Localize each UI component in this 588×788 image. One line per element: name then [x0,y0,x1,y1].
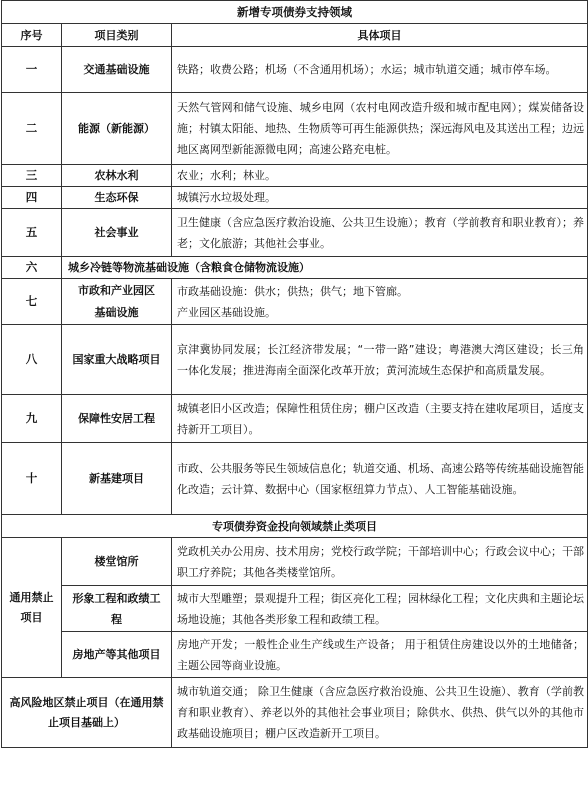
row-details: 卫生健康（含应急医疗救治设施、公共卫生设施）；教育（学前教育和职业教育）；养老；文化旅游；其他社会事业。 [172,209,588,257]
row-category: 农林水利 [62,165,172,187]
row-number: 九 [2,395,62,443]
prohibited-section-title: 专项债券资金投向领域禁止类项目 [2,515,588,538]
row-number: 八 [2,325,62,395]
row-details-line: 市政基础设施：供水；供热；供气；地下管廊。 [177,284,408,298]
table-row [2,257,588,279]
header-row [2,24,588,47]
row-number: 一 [2,47,62,93]
row-number: 二 [2,93,62,165]
table-row [2,187,588,209]
table-row [2,325,588,395]
row-details-line: 产业园区基础设施。 [177,305,276,319]
row-details: 京津冀协同发展；长江经济带发展；“一带一路”建设；粤港澳大湾区建设；长三角一体化发展；推进海南全面深化改革开放；黄河流域生态保护和高质量发展。 [172,325,588,395]
row-details: 城市大型雕塑；景观提升工程；街区亮化工程；园林绿化工程；文化庆典和主题论坛场地设施；其他各类形象工程和政绩工程。 [172,586,588,632]
table-row [2,395,588,443]
row-category: 社会事业 [62,209,172,257]
row-details [172,279,588,325]
row-category: 交通基础设施 [62,47,172,93]
row-number: 四 [2,187,62,209]
row-details: 铁路；收费公路；机场（不含通用机场）；水运；城市轨道交通；城市停车场。 [172,47,588,93]
row-details: 农业；水利；林业。 [172,165,588,187]
row-number: 三 [2,165,62,187]
high-risk-details: 城市轨道交通； 除卫生健康（含应急医疗救治设施、公共卫生设施）、教育（学前教育和职业教育）、养老以外的其他社会事业项目；除供水、供热、供气以外的其他市政基础设施项目；棚户区改造新开工项目。 [172,678,588,748]
table-row [2,165,588,187]
table-row [2,93,588,165]
table-title-row [2,1,588,24]
row-category: 国家重大战略项目 [62,325,172,395]
row-category: 形象工程和政绩工程 [62,586,172,632]
row-number: 六 [2,257,62,279]
table-row [2,678,588,748]
row-category: 市政和产业园区基础设施 [62,279,172,325]
table-row [2,538,588,586]
row-category: 生态环保 [62,187,172,209]
prohibited-title-row [2,515,588,538]
row-number: 十 [2,443,62,515]
header-number: 序号 [2,24,62,47]
table-row [2,632,588,678]
table-title: 新增专项债券支持领域 [2,1,588,24]
row-details: 市政、公共服务等民生领域信息化；轨道交通、机场、高速公路等传统基础设施智能化改造；云计算、数据中心（国家枢纽算力节点）、人工智能基础设施。 [172,443,588,515]
table-row [2,47,588,93]
table-row [2,586,588,632]
row-category: 能源（新能源） [62,93,172,165]
row-category: 保障性安居工程 [62,395,172,443]
general-prohibited-label: 通用禁止项目 [2,538,62,678]
table-row [2,209,588,257]
high-risk-label: 高风险地区禁止项目（在通用禁止项目基础上） [2,678,172,748]
table-row [2,443,588,515]
table-row [2,279,588,325]
header-category: 项目类别 [62,24,172,47]
header-details: 具体项目 [172,24,588,47]
row-details: 城镇老旧小区改造；保障性租赁住房；棚户区改造（主要支持在建收尾项目，适度支持新开工项目）。 [172,395,588,443]
row-details: 城镇污水垃圾处理。 [172,187,588,209]
row-details: 党政机关办公用房、技术用房；党校行政学院；干部培训中心；行政会议中心；干部职工疗养院；其他各类楼堂馆所。 [172,538,588,586]
row-number: 七 [2,279,62,325]
row-category: 房地产等其他项目 [62,632,172,678]
row-category: 楼堂馆所 [62,538,172,586]
row-details: 房地产开发；一般性企业生产线或生产设备； 用于租赁住房建设以外的土地储备； 主题公园等商业设施。 [172,632,588,678]
row-merged-category: 城乡冷链等物流基础设施（含粮食仓储物流设施） [62,257,588,279]
special-bond-table [1,0,588,748]
row-details: 天然气管网和储气设施、城乡电网（农村电网改造升级和城市配电网）；煤炭储备设施；村镇太阳能、地热、生物质等可再生能源供热；深远海风电及其送出工程；边远地区离网型新能源微电网；高速公路充电桩。 [172,93,588,165]
row-number: 五 [2,209,62,257]
row-category: 新基建项目 [62,443,172,515]
